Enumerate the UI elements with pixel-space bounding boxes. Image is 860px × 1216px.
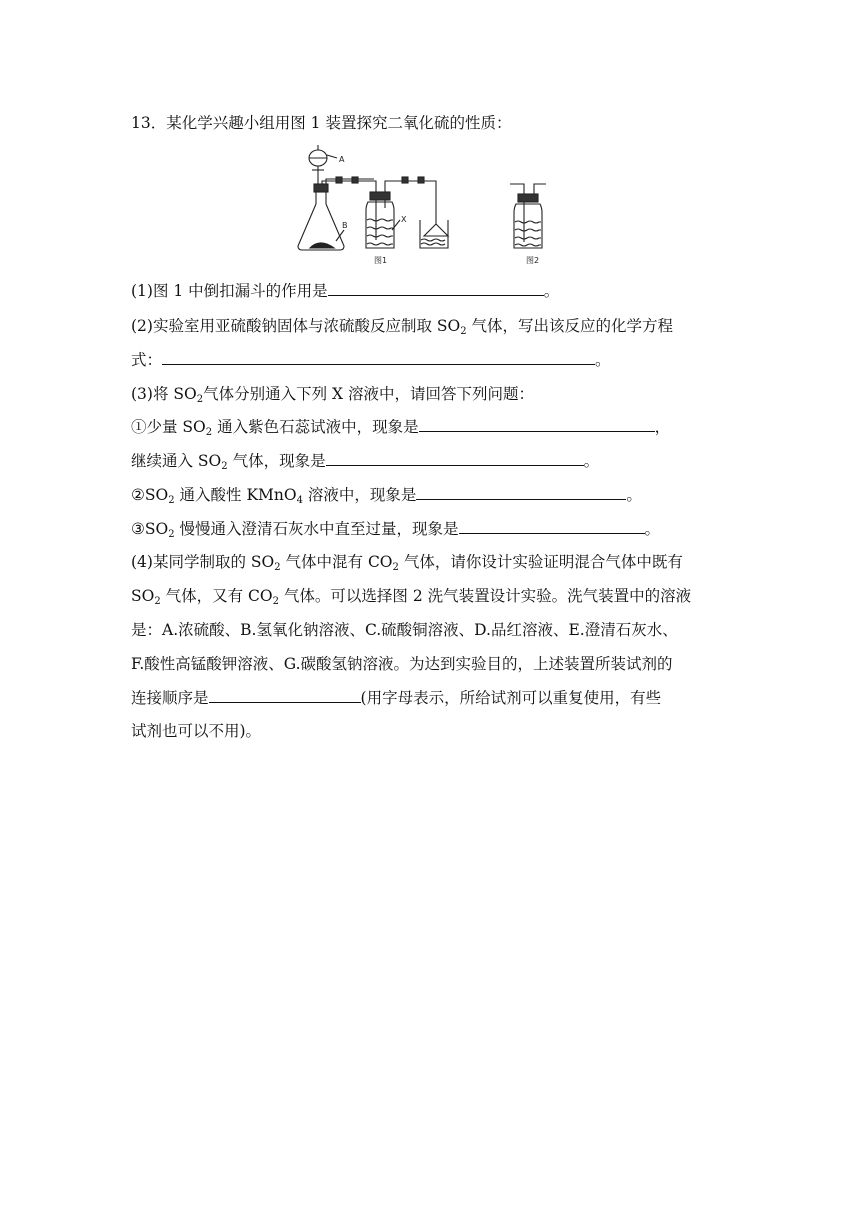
caption-figure-1: 图1 [374,256,388,265]
answer-blank-3-2[interactable] [416,485,626,500]
label-A: A [339,155,345,164]
answer-blank-1[interactable] [328,281,544,296]
apparatus-drawing [290,144,570,270]
part-4-line-2: $SO_2$ 气体，又有 $CO_2$ 气体。可以选择图 2 洗气装置设计实验。洗气装置中的溶液 [131,587,692,607]
answer-blank-3-3[interactable] [459,519,645,534]
caption-figure-2: 图2 [526,256,540,265]
part-3-3: $③SO_2$ 慢慢通入澄清石灰水中直至过量，现象是 。 [131,520,661,540]
apparatus-figure [290,144,570,270]
answer-blank-3-1a[interactable] [419,417,655,432]
part-4-line-6: 试剂也可以不用)。 [131,722,262,740]
answer-blank-3-1b[interactable] [326,451,584,466]
question-title: 13．某化学兴趣小组用图 1 装置探究二氧化硫的性质： [131,114,512,132]
part-4-line-5: 连接顺序是 (用字母表示，所给试剂可以重复使用，有些 [131,689,662,707]
part-3-1b: 继续通入 $SO_2$ 气体，现象是 。 [131,452,600,472]
part-2-line-2: 式： 。 [131,351,611,369]
part-4-line-4: F.酸性高锰酸钾溶液、G.碳酸氢钠溶液。为达到实验目的，上述装置所装试剂的 [131,655,673,673]
part-4-line-3: 是：A.浓硫酸、B.氢氧化钠溶液、C.硫酸铜溶液、D.品红溶液、E.澄清石灰水、 [131,621,678,639]
label-X: X [401,215,407,224]
part-1: (1)图 1 中倒扣漏斗的作用是 。 [131,282,560,300]
part-3-2: $②SO_2$ 通入酸性 KMnO$_4$ 溶液中，现象是 。 [131,486,642,506]
answer-blank-4[interactable] [209,688,361,703]
part-3-intro: (3)将 $SO_2$气体分别通入下列 X 溶液中，请回答下列问题： [131,385,534,405]
part-4-line-1: (4)某同学制取的 $SO_2$ 气体中混有 $CO_2$ 气体，请你设计实验证明混合气体中既有 [131,553,683,573]
label-B: B [342,221,348,230]
part-3-1a: ①少量 $SO_2$ 通入紫色石蕊试液中，现象是 ， [131,418,671,438]
answer-blank-2[interactable] [162,350,595,365]
part-2-line-1: (2)实验室用亚硫酸钠固体与浓硫酸反应制取 $SO_2$ 气体，写出该反应的化学方程 [131,317,674,337]
